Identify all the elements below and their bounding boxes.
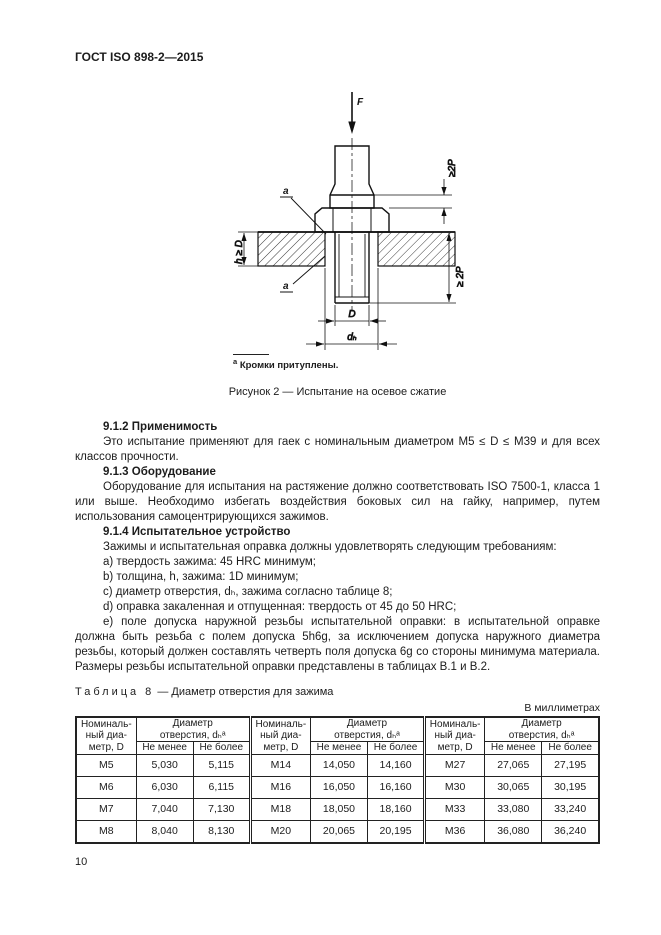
cell: M36 bbox=[425, 820, 485, 843]
section-heading-912: 9.1.2 Применимость bbox=[103, 421, 218, 434]
cell: M18 bbox=[250, 798, 310, 820]
table-header-row bbox=[76, 717, 599, 742]
header-line: метр, D bbox=[88, 741, 124, 753]
cell: 6,115 bbox=[193, 776, 250, 798]
callout-a-top-label: a bbox=[283, 186, 289, 197]
cell: M7 bbox=[76, 798, 136, 820]
cell: M20 bbox=[250, 820, 310, 843]
header-line: отверстия, dₕᵃ bbox=[508, 729, 575, 741]
header-line: Номиналь- bbox=[80, 718, 132, 730]
list-item-d: d) оправка закаленная и отпущенная: твердость от 45 до 50 HRC; bbox=[103, 601, 457, 614]
cell: M16 bbox=[250, 776, 310, 798]
table-row bbox=[76, 776, 599, 798]
dimension-thread-diameter bbox=[318, 305, 386, 326]
clamping-plate bbox=[258, 232, 455, 266]
callout-a-bottom-label: a bbox=[283, 281, 289, 292]
cell: 5,030 bbox=[136, 754, 193, 776]
col-header-min: Не менее bbox=[310, 742, 367, 755]
cell: 14,050 bbox=[310, 754, 367, 776]
cell: 30,195 bbox=[542, 776, 599, 798]
cell: 16,050 bbox=[310, 776, 367, 798]
thread-diameter-label: D bbox=[348, 309, 356, 320]
header-line: ный диа- bbox=[260, 730, 302, 742]
footnote-marker: a bbox=[233, 357, 238, 366]
cell: M30 bbox=[425, 776, 485, 798]
col-header-min: Не менее bbox=[136, 742, 193, 755]
cell: 36,080 bbox=[485, 820, 542, 843]
cell: 14,160 bbox=[368, 754, 425, 776]
table-row bbox=[76, 798, 599, 820]
figure-2 bbox=[75, 88, 600, 398]
header-line: отверстия, dₕᵃ bbox=[159, 729, 226, 741]
table-subheader-row bbox=[76, 742, 599, 755]
dimension-plate-thickness bbox=[234, 232, 258, 266]
cell: 20,195 bbox=[368, 820, 425, 843]
col-header-max: Не более bbox=[368, 742, 425, 755]
cell: 30,065 bbox=[485, 776, 542, 798]
section-heading-914: 9.1.4 Испытательное устройство bbox=[103, 526, 291, 539]
cell: 7,040 bbox=[136, 798, 193, 820]
header-line: ный диа- bbox=[85, 730, 127, 742]
cell: M8 bbox=[76, 820, 136, 843]
col-header-nominal bbox=[76, 717, 136, 754]
paragraph: Оборудование для испытания на растяжение должно соответствовать ISO 7500-1, класса 1 или выше. Необходимо избегать воздействия боковых сил на гайку, например, путем использования самоцентрирующихся зажимов. bbox=[75, 481, 600, 524]
cell: M14 bbox=[250, 754, 310, 776]
cell: 6,030 bbox=[136, 776, 193, 798]
cell: 5,115 bbox=[193, 754, 250, 776]
paragraph: Это испытание применяют для гаек с номинальным диаметром M5 ≤ D ≤ M39 и для всех классов прочности. bbox=[75, 436, 600, 464]
cell: 33,240 bbox=[542, 798, 599, 820]
force-arrow bbox=[348, 92, 364, 134]
hole-diameter-table bbox=[75, 716, 600, 844]
plate-thickness-label: h ≥ D bbox=[234, 240, 245, 264]
hole-diameter-label: dₕ bbox=[347, 332, 357, 343]
cell: 16,160 bbox=[368, 776, 425, 798]
cell: 8,130 bbox=[193, 820, 250, 843]
col-header-max: Не более bbox=[542, 742, 599, 755]
header-line: Диаметр bbox=[521, 718, 562, 730]
cell: 18,050 bbox=[310, 798, 367, 820]
section-heading-913: 9.1.3 Оборудование bbox=[103, 466, 216, 479]
header-line: ный диа- bbox=[434, 730, 476, 742]
header-line: Диаметр bbox=[346, 718, 388, 730]
table-caption bbox=[75, 686, 600, 698]
header-line: Диаметр bbox=[172, 718, 213, 730]
figure-caption: Рисунок 2 — Испытание на осевое сжатие bbox=[228, 386, 447, 399]
body-text bbox=[75, 420, 600, 675]
col-header-nominal bbox=[250, 717, 310, 754]
cell: M33 bbox=[425, 798, 485, 820]
table-caption-text: — Диаметр отверстия для зажима bbox=[157, 686, 334, 699]
header-line: Номиналь- bbox=[429, 718, 481, 730]
header-line: Номиналь- bbox=[255, 718, 307, 730]
page-number: 10 bbox=[75, 855, 88, 868]
table-row bbox=[76, 754, 599, 776]
list-item-c: c) диаметр отверстия, dₕ, зажима согласно таблице 8; bbox=[103, 586, 393, 599]
force-label: F bbox=[357, 97, 364, 108]
dimension-protrusion bbox=[374, 159, 458, 224]
cell: 8,040 bbox=[136, 820, 193, 843]
engagement-label: ≥ 2P bbox=[455, 266, 466, 287]
cell: 18,160 bbox=[368, 798, 425, 820]
cell: 36,240 bbox=[542, 820, 599, 843]
paragraph: Зажимы и испытательная оправка должны удовлетворять следующим требованиям: bbox=[103, 541, 557, 554]
compression-test-diagram bbox=[230, 88, 480, 352]
list-item-e: e) поле допуска наружной резьбы испытательной оправки: в испытательной оправке должна быть резьба с полем допуска 5h6g, за исключением допуска наружного диаметра резьбы, который должен составлять четверть поля допуска 6g со стороны минимума материала. Размеры резьбы испытательной оправки представлены в таблицах В.1 и В.2. bbox=[75, 616, 600, 674]
col-header-max: Не более bbox=[193, 742, 250, 755]
cell: M6 bbox=[76, 776, 136, 798]
table-row bbox=[76, 820, 599, 843]
cell: 27,065 bbox=[485, 754, 542, 776]
document-header: ГОСТ ISO 898-2—2015 bbox=[75, 50, 204, 64]
cell: 27,195 bbox=[542, 754, 599, 776]
figure-footnote bbox=[233, 354, 600, 372]
col-header-nominal bbox=[425, 717, 485, 754]
cell: M27 bbox=[425, 754, 485, 776]
units-note: В миллиметрах bbox=[524, 702, 600, 715]
cell: M5 bbox=[76, 754, 136, 776]
cell: 20,065 bbox=[310, 820, 367, 843]
col-header-min: Не менее bbox=[485, 742, 542, 755]
protrusion-label: ≥2P bbox=[447, 159, 458, 177]
header-line: метр, D bbox=[263, 741, 299, 753]
col-header-diameter bbox=[485, 717, 599, 742]
footnote-text: Кромки притуплены. bbox=[239, 360, 339, 372]
col-header-diameter bbox=[136, 717, 250, 742]
list-item-b: b) толщина, h, зажима: 1D минимум; bbox=[103, 571, 299, 584]
cell: 7,130 bbox=[193, 798, 250, 820]
list-item-a: a) твердость зажима: 45 HRC минимум; bbox=[103, 556, 316, 569]
table-caption-label: Таблица 8 bbox=[75, 686, 155, 699]
col-header-diameter bbox=[310, 717, 424, 742]
cell: 33,080 bbox=[485, 798, 542, 820]
footnote-rule bbox=[233, 354, 269, 355]
header-line: отверстия, dₕᵃ bbox=[334, 729, 400, 741]
header-line: метр, D bbox=[437, 741, 473, 753]
